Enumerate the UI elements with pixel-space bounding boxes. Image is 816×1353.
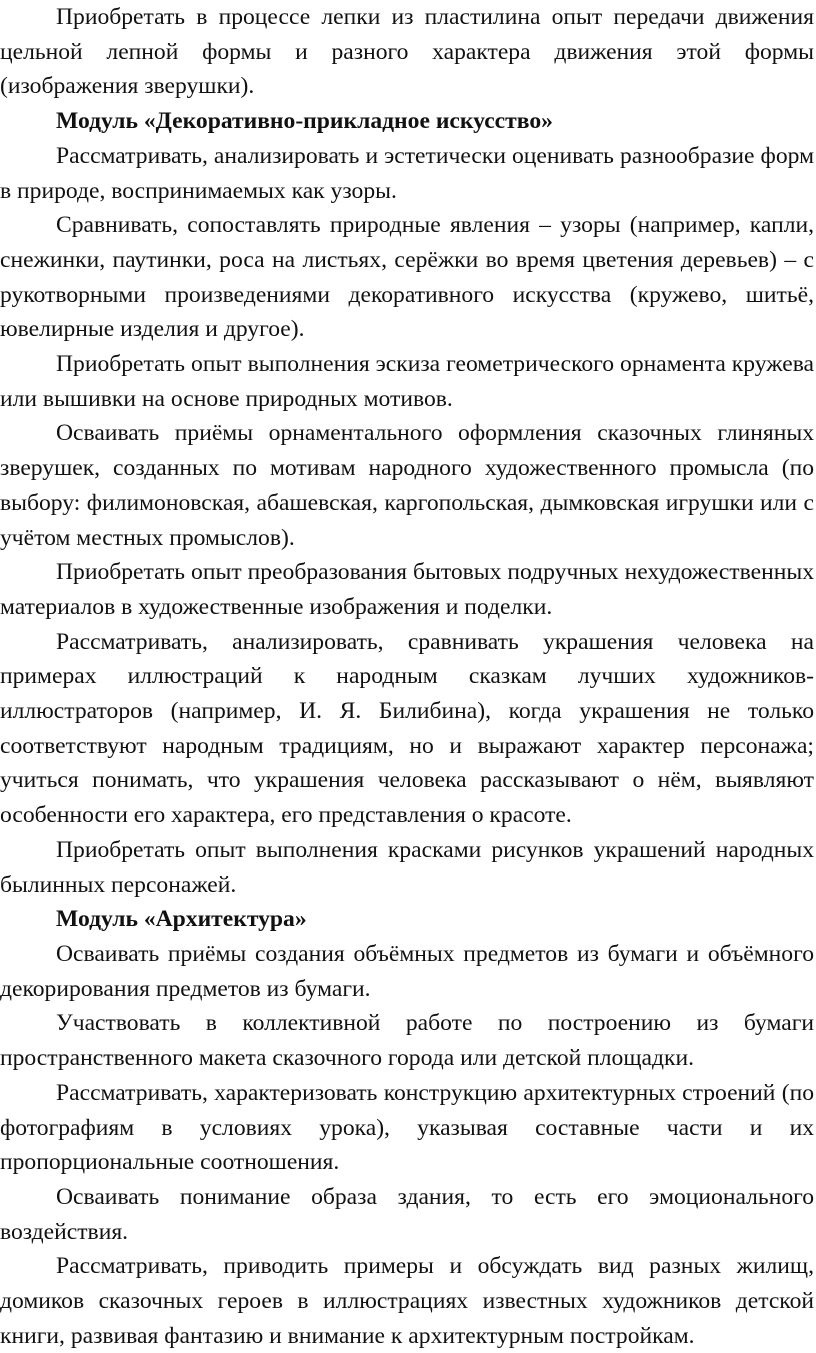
section-heading-architecture: Модуль «Архитектура» <box>56 906 307 933</box>
paragraph-paper-objects: Осваивать приёмы создания объёмных предметов из бумаги и объёмного декорирования предметов из бумаги. <box>0 940 814 1002</box>
section-heading-decorative-arts: Модуль «Декоративно-прикладное искусство» <box>56 108 553 135</box>
paragraph-building-image: Осваивать понимание образа здания, то есть его эмоционального воздействия. <box>0 1183 814 1245</box>
paragraph-collective-model: Участвовать в коллективной работе по построению из бумаги пространственного макета сказочного города или детской площадки. <box>0 1010 814 1072</box>
paragraph-fairy-houses: Рассматривать, приводить примеры и обсуждать вид разных жилищ, домиков сказочных героев в иллюстрациях известных художников детской книги, развивая фантазию и внимание к архитектурным постройкам. <box>0 1253 814 1349</box>
paragraph-clay-movement: Приобретать в процессе лепки из пластилина опыт передачи движения цельной лепной формы и разного характера движения этой формы (изображения зверушки). <box>0 4 814 100</box>
paragraph-nature-patterns: Рассматривать, анализировать и эстетически оценивать разнообразие форм в природе, воспринимаемых как узоры. <box>0 142 814 204</box>
paragraph-illustrations: Рассматривать, анализировать, сравнивать украшения человека на примерах иллюстраций к народным сказкам лучших художников-иллюстраторов (например, И. Я. Билибина), когда украшения не только соответствуют народным традициям, но и выражают характер персонажа; учиться понимать, что украшения человека рассказывают о нём, выявляют особенности его характера, его представления о красоте. <box>0 628 814 829</box>
paragraph-ornament-sketch: Приобретать опыт выполнения эскиза геометрического орнамента кружева или вышивки на основе природных мотивов. <box>0 351 814 412</box>
paragraph-household-materials: Приобретать опыт преобразования бытовых подручных нехудожественных материалов в художественные изображения и поделки. <box>0 559 814 620</box>
paragraph-epic-characters: Приобретать опыт выполнения красками рисунков украшений народных былинных персонажей. <box>0 836 814 898</box>
paragraph-building-structure: Рассматривать, характеризовать конструкцию архитектурных строений (по фотографиям в условиях урока), указывая составные части и их пропорциональные соотношения. <box>0 1079 814 1176</box>
paragraph-compare-patterns: Сравнивать, сопоставлять природные явления – узоры (например, капли, снежинки, паутинки, роса на листьях, серёжки во время цветения деревьев) – с рукотворными произведениями декоративного искусства (кружево, шитьё, ювелирные изделия и другое). <box>0 212 814 343</box>
paragraph-clay-toys: Осваивать приёмы орнаментального оформления сказочных глиняных зверушек, созданных по мотивам народного художественного промысла (по выбору: филимоновская, абашевская, каргопольская, дымковская игрушки или с учётом местных промыслов). <box>0 420 814 551</box>
